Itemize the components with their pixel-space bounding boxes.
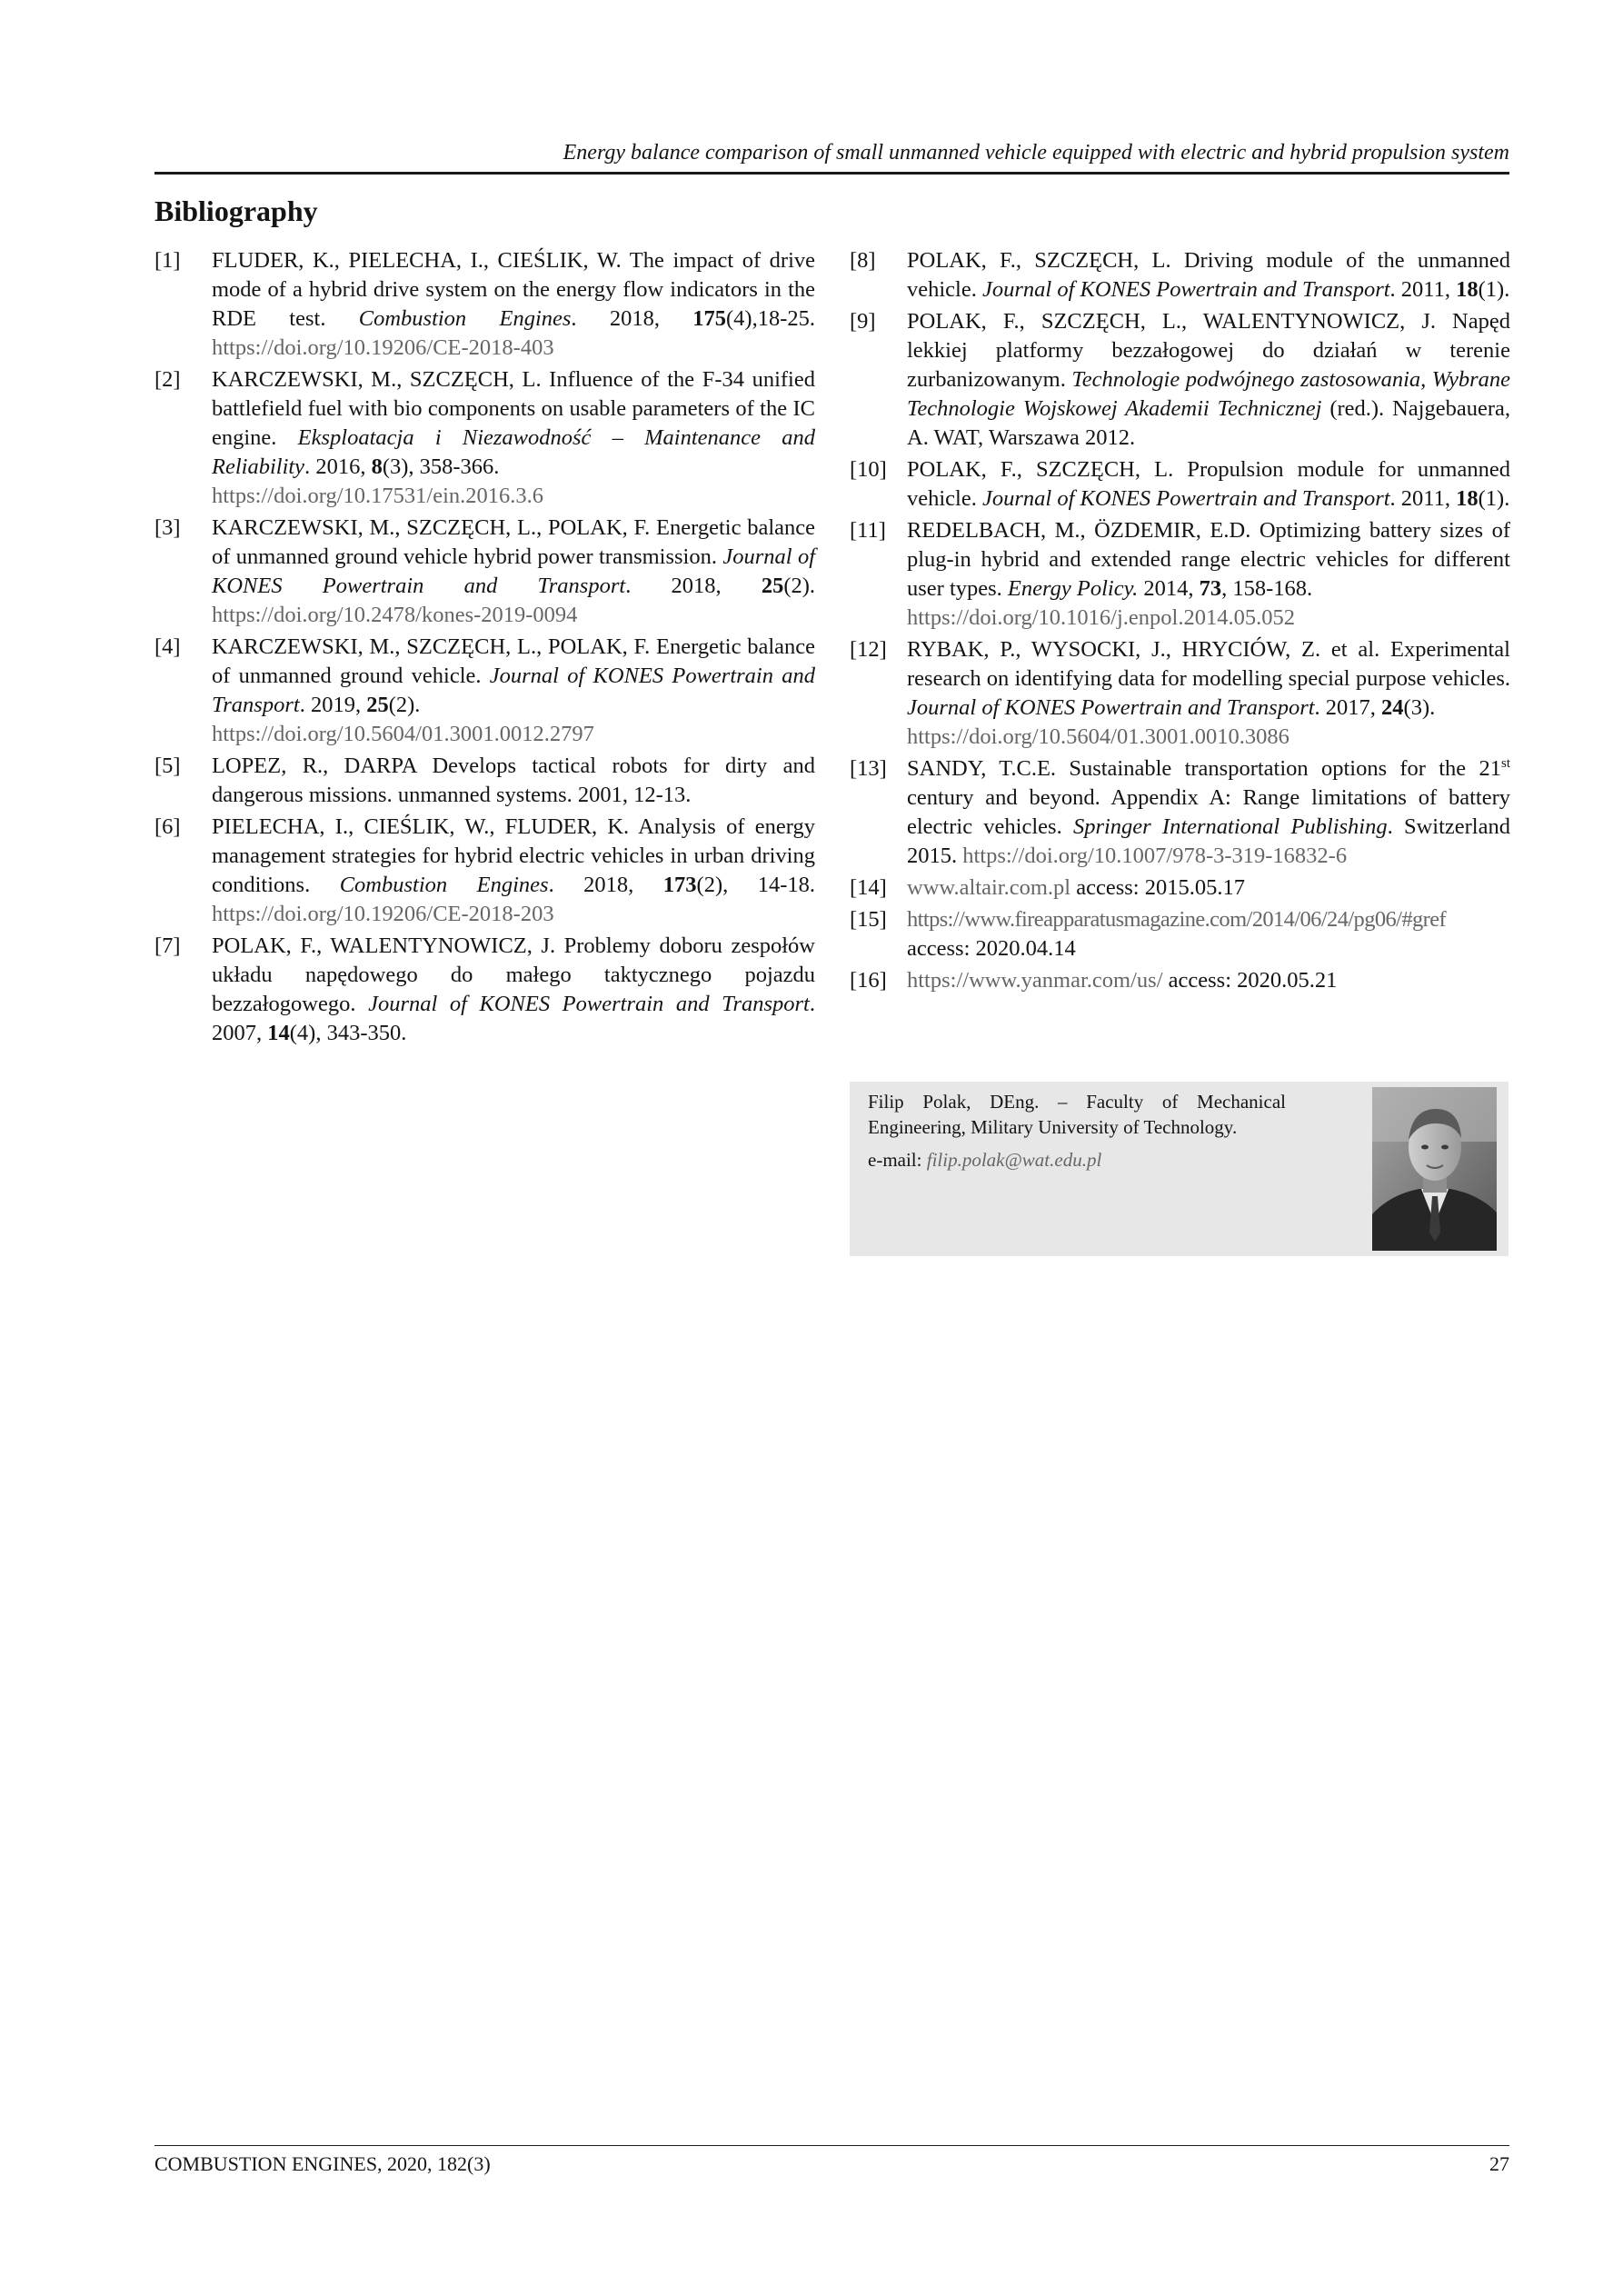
reference-1 (154, 246, 815, 363)
reference-authors-title: POLAK, F., SZCZĘCH, L. Driving module of the unmanned vehicle. (907, 248, 1510, 302)
author-email-link[interactable]: filip.polak@wat.edu.pl (926, 1149, 1102, 1171)
reference-text (907, 905, 1510, 963)
ordinal-superscript: st (1500, 756, 1510, 771)
reference-authors-title: RYBAK, P., WYSOCKI, J., HRYCIÓW, Z. et al. Experimental research on identifying data for modelling special purpose vehicles. (907, 637, 1510, 691)
author-email-line (868, 1147, 1286, 1173)
reference-text (907, 873, 1510, 903)
header-rule (154, 172, 1509, 175)
reference-authors-title: SANDY, T.C.E. Sustainable transportation options for the 21 (907, 756, 1501, 781)
reference-year: . 2018, (571, 306, 693, 331)
reference-doi-link[interactable]: https://doi.org/10.1016/j.enpol.2014.05.052 (907, 605, 1295, 630)
reference-authors-title: KARCZEWSKI, M., SZCZĘCH, L. Influence of the F-34 unified battlefield fuel with bio components on usable parameters of the IC engine. (212, 367, 815, 450)
reference-8 (850, 246, 1510, 304)
reference-number: [13] (850, 756, 887, 781)
author-info-box (850, 1082, 1508, 1256)
reference-journal: Journal of KONES Powertrain and Transport (982, 277, 1390, 302)
reference-access-date: access: 2015.05.17 (1070, 875, 1245, 900)
reference-year: . 2011, (1389, 486, 1457, 511)
reference-volume: 8 (371, 454, 383, 479)
reference-doi-link[interactable]: https://doi.org/10.2478/kones-2019-0094 (212, 603, 578, 627)
reference-pages: (1). (1478, 277, 1510, 302)
reference-5 (154, 752, 815, 810)
reference-doi-link[interactable]: https://doi.org/10.1007/978-3-319-16832-6 (962, 844, 1348, 868)
reference-title-continued: century and beyond. Appendix A: Range limitations of battery electric vehicles. (907, 785, 1510, 839)
reference-doi-link[interactable]: https://doi.org/10.5604/01.3001.0012.2797 (212, 722, 594, 746)
reference-doi-link[interactable]: https://doi.org/10.19206/CE-2018-403 (212, 335, 554, 360)
reference-text (212, 813, 815, 929)
reference-year: . 2011, (1389, 277, 1457, 302)
reference-access-date: access: 2020.05.21 (1162, 968, 1338, 993)
reference-pages: (2). (388, 693, 421, 717)
reference-number: [7] (154, 933, 181, 958)
reference-text (907, 307, 1510, 453)
reference-journal: Journal of KONES Powertrain and Transport (907, 695, 1315, 720)
reference-9 (850, 307, 1510, 453)
reference-12 (850, 635, 1510, 752)
author-photo (1372, 1087, 1497, 1251)
reference-text (907, 635, 1510, 752)
reference-11 (850, 516, 1510, 633)
reference-volume: 25 (366, 693, 389, 717)
reference-volume: 73 (1199, 576, 1222, 601)
reference-pages: (4), 343-350. (289, 1021, 407, 1045)
bibliography-right-column (850, 246, 1510, 998)
reference-number: [3] (154, 515, 181, 540)
reference-text (212, 752, 815, 810)
reference-number: [8] (850, 248, 876, 273)
reference-volume: 175 (692, 306, 727, 331)
reference-pages: , 158-168. (1221, 576, 1313, 601)
reference-volume: 14 (267, 1021, 290, 1045)
reference-text (907, 516, 1510, 633)
reference-year: . Switzerland 2015. (907, 814, 1510, 868)
reference-pages: (1). (1478, 486, 1510, 511)
reference-web-link[interactable]: www.altair.com.pl (907, 875, 1071, 900)
reference-volume: 24 (1381, 695, 1404, 720)
reference-text (212, 365, 815, 511)
reference-access-date: access: 2020.04.14 (907, 936, 1076, 961)
running-header: Energy balance comparison of small unmanned vehicle equipped with electric and hybrid propulsion system (563, 141, 1509, 165)
reference-number: [4] (154, 634, 181, 659)
reference-text (907, 966, 1510, 995)
reference-journal: Technologie podwójnego zastosowania, Wybrane Technologie Wojskowej Akademii Technicznej (907, 367, 1510, 421)
reference-publisher: (red.). Najgebauera, A. WAT, Warszawa 2012. (907, 396, 1510, 450)
reference-journal: Journal of KONES Powertrain and Transport (212, 664, 815, 717)
reference-web-link[interactable]: https://www.fireapparatusmagazine.com/2014/06/24/pg06/#gref (907, 907, 1447, 932)
reference-3 (154, 514, 815, 630)
reference-journal: Journal of KONES Powertrain and Transport (212, 544, 815, 598)
reference-year: . 2019, (299, 693, 367, 717)
reference-year: . 2018, (625, 574, 762, 598)
reference-year: . 2018, (548, 873, 663, 897)
reference-pages: (3), 358-366. (382, 454, 500, 479)
reference-15 (850, 905, 1510, 963)
reference-volume: 18 (1456, 277, 1479, 302)
reference-authors-title: POLAK, F., SZCZĘCH, L. Propulsion module for unmanned vehicle. (907, 457, 1510, 511)
reference-volume: 173 (662, 873, 697, 897)
author-portrait-image (1372, 1087, 1497, 1251)
reference-authors-title: POLAK, F., SZCZĘCH, L., WALENTYNOWICZ, J. Napęd lekkiej platformy bezzałogowej do działań w terenie zurbanizowanym. (907, 309, 1510, 392)
reference-pages: (2), 14-18. (696, 873, 815, 897)
reference-number: [10] (850, 457, 887, 482)
reference-text (907, 246, 1510, 304)
footer-rule (154, 2145, 1509, 2146)
reference-14 (850, 873, 1510, 903)
page-number: 27 (1489, 2152, 1509, 2175)
reference-16 (850, 966, 1510, 995)
reference-6 (154, 813, 815, 929)
reference-web-link[interactable]: https://www.yanmar.com/us/ (907, 968, 1163, 993)
reference-authors-title: LOPEZ, R., DARPA Develops tactical robots for dirty and dangerous missions. unmanned systems. 2001, 12-13. (212, 754, 815, 807)
reference-journal: Energy Policy. (1007, 576, 1139, 601)
reference-year: . 2007, (212, 992, 815, 1045)
reference-pages: (2). (783, 574, 816, 598)
reference-publisher: Springer International Publishing (1072, 814, 1388, 839)
reference-text (907, 455, 1510, 514)
email-label: e-mail: (868, 1149, 927, 1171)
reference-year: . 2016, (304, 454, 372, 479)
reference-volume: 25 (761, 574, 784, 598)
reference-journal: Combustion Engines (358, 306, 572, 331)
reference-doi-link[interactable]: https://doi.org/10.5604/01.3001.0010.3086 (907, 724, 1289, 749)
reference-authors-title: PIELECHA, I., CIEŚLIK, W., FLUDER, K. Analysis of energy management strategies for hybrid electric vehicles in urban driving conditions. (212, 814, 815, 897)
section-title: Bibliography (154, 195, 318, 227)
reference-number: [16] (850, 968, 887, 993)
bibliography-left-column (154, 246, 815, 1051)
reference-number: [15] (850, 907, 887, 932)
reference-text (212, 932, 815, 1048)
reference-authors-title: KARCZEWSKI, M., SZCZĘCH, L., POLAK, F. Energetic balance of unmanned ground vehicle. (212, 634, 815, 688)
reference-authors-title: REDELBACH, M., ÖZDEMIR, E.D. Optimizing battery sizes of plug-in hybrid and extended range electric vehicles for different user types. (907, 518, 1510, 601)
reference-2 (154, 365, 815, 511)
reference-10 (850, 455, 1510, 514)
reference-7 (154, 932, 815, 1048)
reference-authors-title: FLUDER, K., PIELECHA, I., CIEŚLIK, W. The impact of drive mode of a hybrid drive system on the energy flow indicators in the RDE test. (212, 248, 815, 331)
reference-year: 2014, (1138, 576, 1200, 601)
reference-number: [9] (850, 309, 876, 334)
reference-number: [14] (850, 875, 887, 900)
reference-authors-title: KARCZEWSKI, M., SZCZĘCH, L., POLAK, F. Energetic balance of unmanned ground vehicle hybrid power transmission. (212, 515, 815, 569)
reference-number: [12] (850, 637, 887, 662)
reference-journal: Journal of KONES Powertrain and Transport (368, 992, 810, 1016)
author-bio (868, 1089, 1286, 1173)
reference-text (907, 754, 1510, 871)
reference-year: . 2017, (1314, 695, 1382, 720)
reference-pages: (4),18-25. (726, 306, 815, 331)
reference-journal: Combustion Engines (339, 873, 549, 897)
reference-journal: Journal of KONES Powertrain and Transport (982, 486, 1390, 511)
reference-text (212, 246, 815, 363)
reference-volume: 18 (1456, 486, 1479, 511)
reference-4 (154, 633, 815, 749)
reference-number: [2] (154, 367, 181, 392)
reference-doi-link[interactable]: https://doi.org/10.17531/ein.2016.3.6 (212, 484, 544, 508)
reference-13 (850, 754, 1510, 871)
reference-text (212, 633, 815, 749)
author-description: Filip Polak, DEng. – Faculty of Mechanical Engineering, Military University of Technology. (868, 1091, 1286, 1138)
reference-number: [1] (154, 248, 181, 273)
reference-pages: (3). (1403, 695, 1436, 720)
reference-number: [6] (154, 814, 181, 839)
reference-doi-link[interactable]: https://doi.org/10.19206/CE-2018-203 (212, 902, 554, 926)
reference-authors-title: POLAK, F., WALENTYNOWICZ, J. Problemy doboru zespołów układu napędowego do małego taktycznego pojazdu bezzałogowego. (212, 933, 815, 1016)
reference-text (212, 514, 815, 630)
reference-number: [11] (850, 518, 886, 543)
reference-journal: Eksploatacja i Niezawodność – Maintenance and Reliability (212, 425, 815, 479)
reference-number: [5] (154, 754, 181, 778)
footer-journal-citation: COMBUSTION ENGINES, 2020, 182(3) (154, 2152, 491, 2175)
